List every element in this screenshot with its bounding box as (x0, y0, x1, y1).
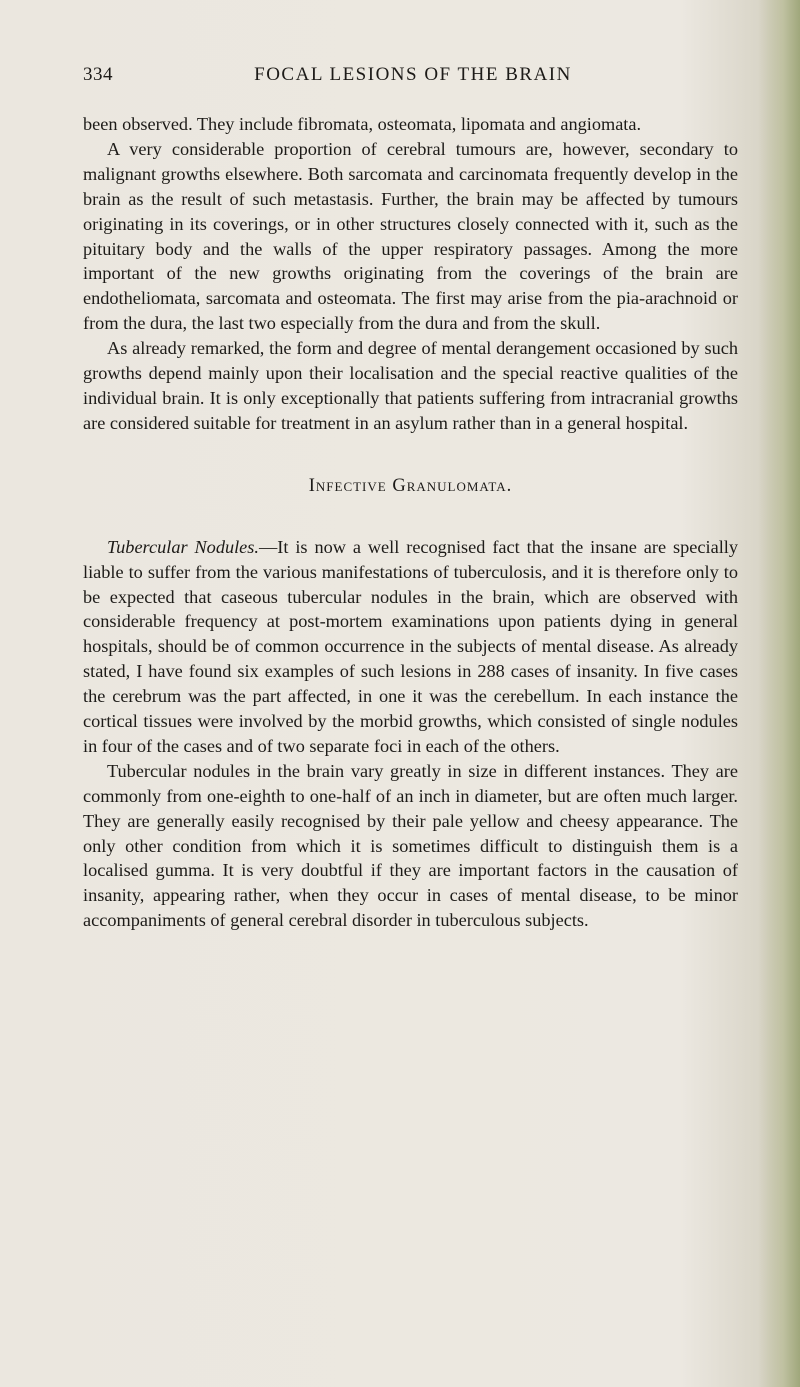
body-text (83, 112, 738, 933)
paragraph: been observed. They include fibromata, osteomata, lipomata and angiomata. (83, 114, 642, 134)
paragraph: Tubercular nodules in the brain vary greatly in size in different instances. They are commonly from one-eighth to one-half of an inch in diameter, but are often much larger. They are generally easily recognised by their pale yellow and cheesy appearance. The only other condition from which it is sometimes difficult to distinguish them is a localised gumma. It is very doubtful if they are important factors in the causation of insanity, appearing rather, when they occur in cases of mental disease, to be minor accompaniments of general cerebral disorder in tuberculous subjects. (83, 760, 738, 931)
paragraph-text: —It is now a well recognised fact that the insane are specially liable to suffer from the various manifestations of tuberculosis, and it is therefore only to be expected that caseous tubercular nodules in the brain, which are observed with considerable frequency at post-mortem examinations upon patients dying in general hospitals, should be of common occurrence in the subjects of mental disease. As already stated, I have found six examples of such lesions in 288 cases of insanity. In five cases the cerebrum was the part affected, in one it was the cerebellum. In each instance the cortical tissues were involved by the morbid growths, which consisted of single nodules in four of the cases and of two separate foci in each of the others. (83, 536, 738, 756)
paragraph (83, 535, 738, 759)
section-heading: Infective Granulomata. (308, 475, 513, 496)
page-number: 334 (83, 64, 113, 85)
paragraph: As already remarked, the form and degree of mental derangement occasioned by such growths depend mainly upon their localisation and the special reactive qualities of the individual brain. It is only exceptionally that patients suffering from intracranial growths are considered suitable for treatment in an asylum rather than in a general hospital. (83, 338, 738, 433)
page-edge-shadow (758, 0, 800, 1387)
paragraph-lead-in: Tubercular Nodules. (107, 536, 259, 557)
running-head (83, 64, 743, 90)
running-title: FOCAL LESIONS OF THE BRAIN (254, 64, 572, 85)
paragraph: A very considerable proportion of cerebral tumours are, however, secondary to malignant growths elsewhere. Both sarcomata and carcinomata frequently develop in the brain as the result of such metastasis. Further, the brain may be affected by tumours originating in its coverings, or in other structures closely connected with it, such as the pituitary body and the walls of the upper respiratory passages. Among the more important of the new growths originating from the coverings of the brain are endotheliomata, sarcomata and osteomata. The first may arise from the pia-arachnoid or from the dura, the last two especially from the dura and from the skull. (83, 138, 738, 334)
